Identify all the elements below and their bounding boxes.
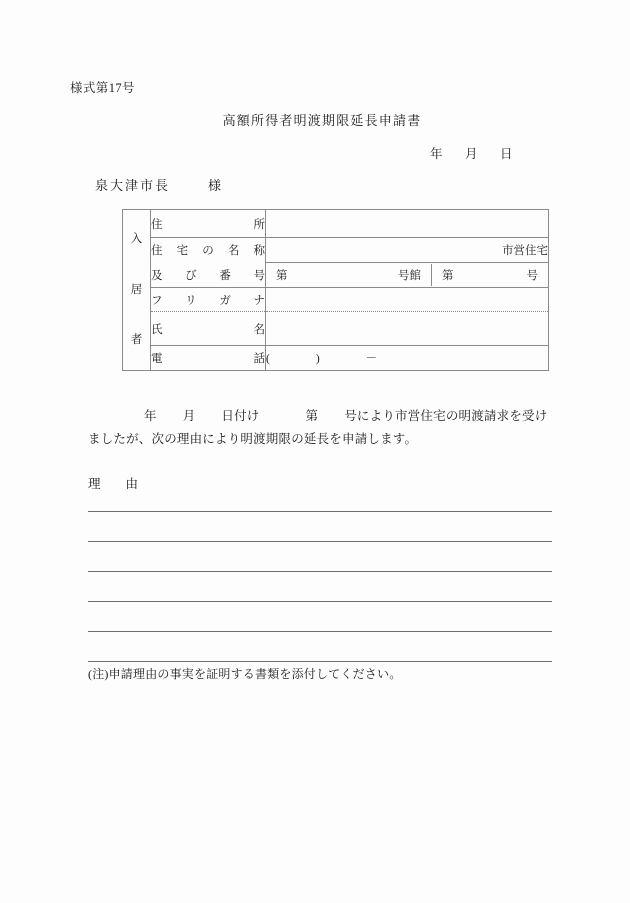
submission-date-line bbox=[430, 144, 513, 162]
table-row-name bbox=[123, 312, 549, 346]
housing-name-value[interactable]: 市営住宅 bbox=[266, 238, 549, 263]
address-value[interactable] bbox=[266, 210, 549, 238]
table-row-address bbox=[123, 210, 549, 238]
reason-label-text: 理 由 bbox=[88, 477, 139, 491]
body-month-label: 月 bbox=[182, 409, 196, 423]
address-label: 住 所 bbox=[151, 210, 266, 238]
housing-number-label: 及 び 番 号 bbox=[151, 263, 266, 288]
request-body-text bbox=[88, 405, 554, 451]
body-year-label: 年 bbox=[144, 409, 157, 423]
housing-name-label: 住 宅 の 名 称 bbox=[151, 238, 266, 263]
body-number-suffix: 号により市営住宅の明渡請求を受けました bbox=[88, 409, 548, 447]
addressee bbox=[95, 175, 221, 194]
building-number-field[interactable] bbox=[266, 264, 432, 286]
room-number-field[interactable] bbox=[432, 264, 549, 286]
date-month-label: 月 bbox=[465, 147, 479, 161]
page-title: 高額所得者明渡期限延長申請書 bbox=[222, 113, 422, 128]
body-number-prefix: 第 bbox=[305, 409, 319, 423]
furigana-label: フ リ ガ ナ bbox=[151, 288, 266, 312]
reason-line-5[interactable] bbox=[88, 631, 552, 632]
building-suffix-label: 号館 bbox=[398, 270, 421, 282]
reason-line-1[interactable] bbox=[88, 511, 552, 512]
room-suffix-label: 号 bbox=[526, 270, 538, 282]
side-label-char-3: 者 bbox=[130, 334, 143, 347]
reason-line-4[interactable] bbox=[88, 601, 552, 602]
footnote: (注)申請理由の事実を証明する書類を添付してください。 bbox=[88, 667, 402, 681]
body-second-line: が、次の理由により明渡期限の延長を申請します。 bbox=[126, 432, 418, 447]
housing-number-value bbox=[266, 263, 549, 288]
reason-line-3[interactable] bbox=[88, 571, 552, 572]
body-day-label: 日付け bbox=[221, 409, 260, 423]
phone-value[interactable]: ( ) － bbox=[266, 346, 549, 371]
table-row-furigana bbox=[123, 288, 549, 312]
reason-line-2[interactable] bbox=[88, 541, 552, 542]
room-prefix-label: 第 bbox=[442, 270, 454, 282]
addressee-honorific: 様 bbox=[208, 178, 222, 193]
side-label-char-1: 入 bbox=[130, 233, 143, 245]
name-value[interactable] bbox=[266, 312, 549, 346]
date-year-label: 年 bbox=[430, 147, 444, 161]
phone-label: 電 話 bbox=[151, 346, 266, 371]
resident-info-table bbox=[122, 209, 549, 371]
date-day-label: 日 bbox=[500, 147, 514, 161]
addressee-name: 泉大津市長 bbox=[95, 178, 171, 193]
side-label-char-2: 居 bbox=[130, 283, 143, 296]
footnote-divider bbox=[88, 661, 552, 662]
name-label: 氏 名 bbox=[151, 312, 266, 346]
furigana-value[interactable] bbox=[266, 288, 549, 312]
building-prefix-label: 第 bbox=[276, 270, 288, 282]
table-row-housing-number bbox=[123, 263, 549, 288]
table-row-phone bbox=[123, 346, 549, 371]
resident-side-label bbox=[123, 210, 151, 371]
reason-label bbox=[88, 474, 138, 492]
form-number: 様式第17号 bbox=[70, 81, 135, 95]
table-row-housing-name bbox=[123, 238, 549, 263]
